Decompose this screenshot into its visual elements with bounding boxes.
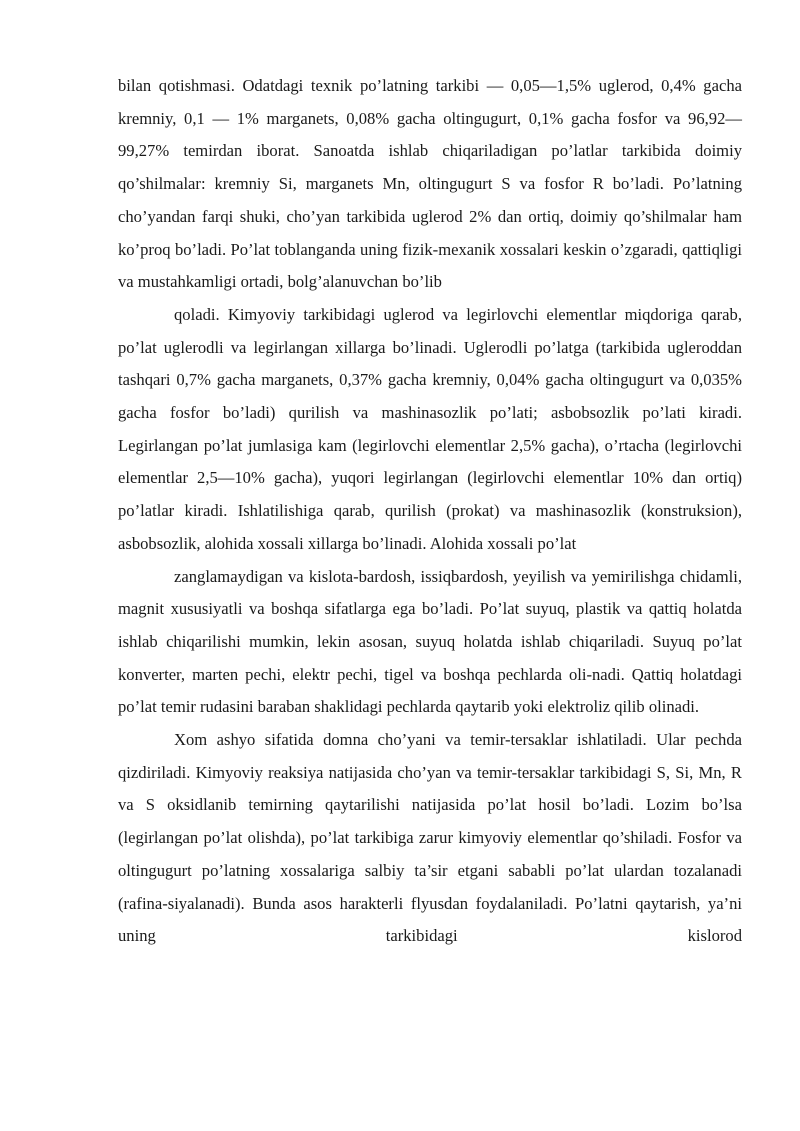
paragraph-2: qoladi. Kimyoviy tarkibidagi uglerod va legirlovchi elementlar miqdoriga qarab, po’lat uglerodli va legirlangan xillarga bo’linadi. Uglerodli po’latga (tarkibida ugleroddan tashqari 0,7% gacha marganets, 0,37% gacha kremniy, 0,04% gacha oltingugurt va 0,035% gacha fosfor bo’ladi) qurilish va mashinasozlik po’lati; asbobsozlik po’lati kiradi. Legirlangan po’lat jumlasiga kam (legirlovchi elementlar 2,5% gacha), o’rtacha (legirlovchi elementlar 2,5—10% gacha), yuqori legirlangan (legirlovchi elementlar 10% dan ortiq) po’latlar kiradi. Ishlatilishiga qarab, qurilish (prokat) va mashinasozlik (konstruksion), asbobsozlik, alohida xossali xillarga bo’linadi. Alohida xossali po’lat	[118, 304, 742, 553]
document-page	[118, 70, 742, 953]
paragraph-1: bilan qotishmasi. Odatdagi texnik po’latning tarkibi — 0,05—1,5% uglerod, 0,4% gacha kremniy, 0,1 — 1% marganets, 0,08% gacha oltingugurt, 0,1% gacha fosfor va 96,92—99,27% temirdan iborat. Sanoatda ishlab chiqariladigan po’latlar tarkibida doimiy qo’shilmalar: kremniy Si, marganets Mn, oltingugurt S va fosfor R bo’ladi. Po’latning cho’yandan farqi shuki, cho’yan tarkibida uglerod 2% dan ortiq, doimiy qo’shilmalar ham ko’proq bo’ladi. Po’lat toblanganda uning fizik-mexanik xossalari keskin o’zgaradi, qattiqligi va mustahkamligi ortadi, bolg’alanuvchan bo’lib	[118, 76, 742, 292]
paragraph-4: Xom ashyo sifatida domna cho’yani va temir-tersaklar ishlatiladi. Ular pechda qizdiriladi. Kimyoviy reaksiya natijasida cho’yan va temir-tersaklar tarkibidagi S, Si, Mn, R va S oksidlanib temirning qaytarilishi natijasida po’lat hosil bo’ladi. Lozim bo’lsa (legirlangan po’lat olishda), po’lat tarkibiga zarur kimyoviy elementlar qo’shiladi. Fosfor va oltingugurt po’latning xossalariga salbiy ta’sir etgani sababli po’lat ulardan tozalanadi (rafina-siyalanadi). Bunda asos harakterli flyusdan foydalaniladi. Po’latni qaytarish, ya’ni uning tarkibidagi kislorod	[118, 730, 742, 946]
paragraph-3: zanglamaydigan va kislota-bardosh, issiqbardosh, yeyilish va yemirilishga chidamli, magnit xususiyatli va boshqa sifatlarga ega bo’ladi. Po’lat suyuq, plastik va qattiq holatda ishlab chiqarilishi mumkin, lekin asosan, suyuq holatda ishlab chiqariladi. Suyuq po’lat konverter, marten pechi, elektr pechi, tigel va boshqa pechlarda oli-nadi. Qattiq holatdagi po’lat temir rudasini baraban shaklidagi pechlarda qaytarib yoki elektroliz qilib olinadi.	[118, 566, 742, 717]
